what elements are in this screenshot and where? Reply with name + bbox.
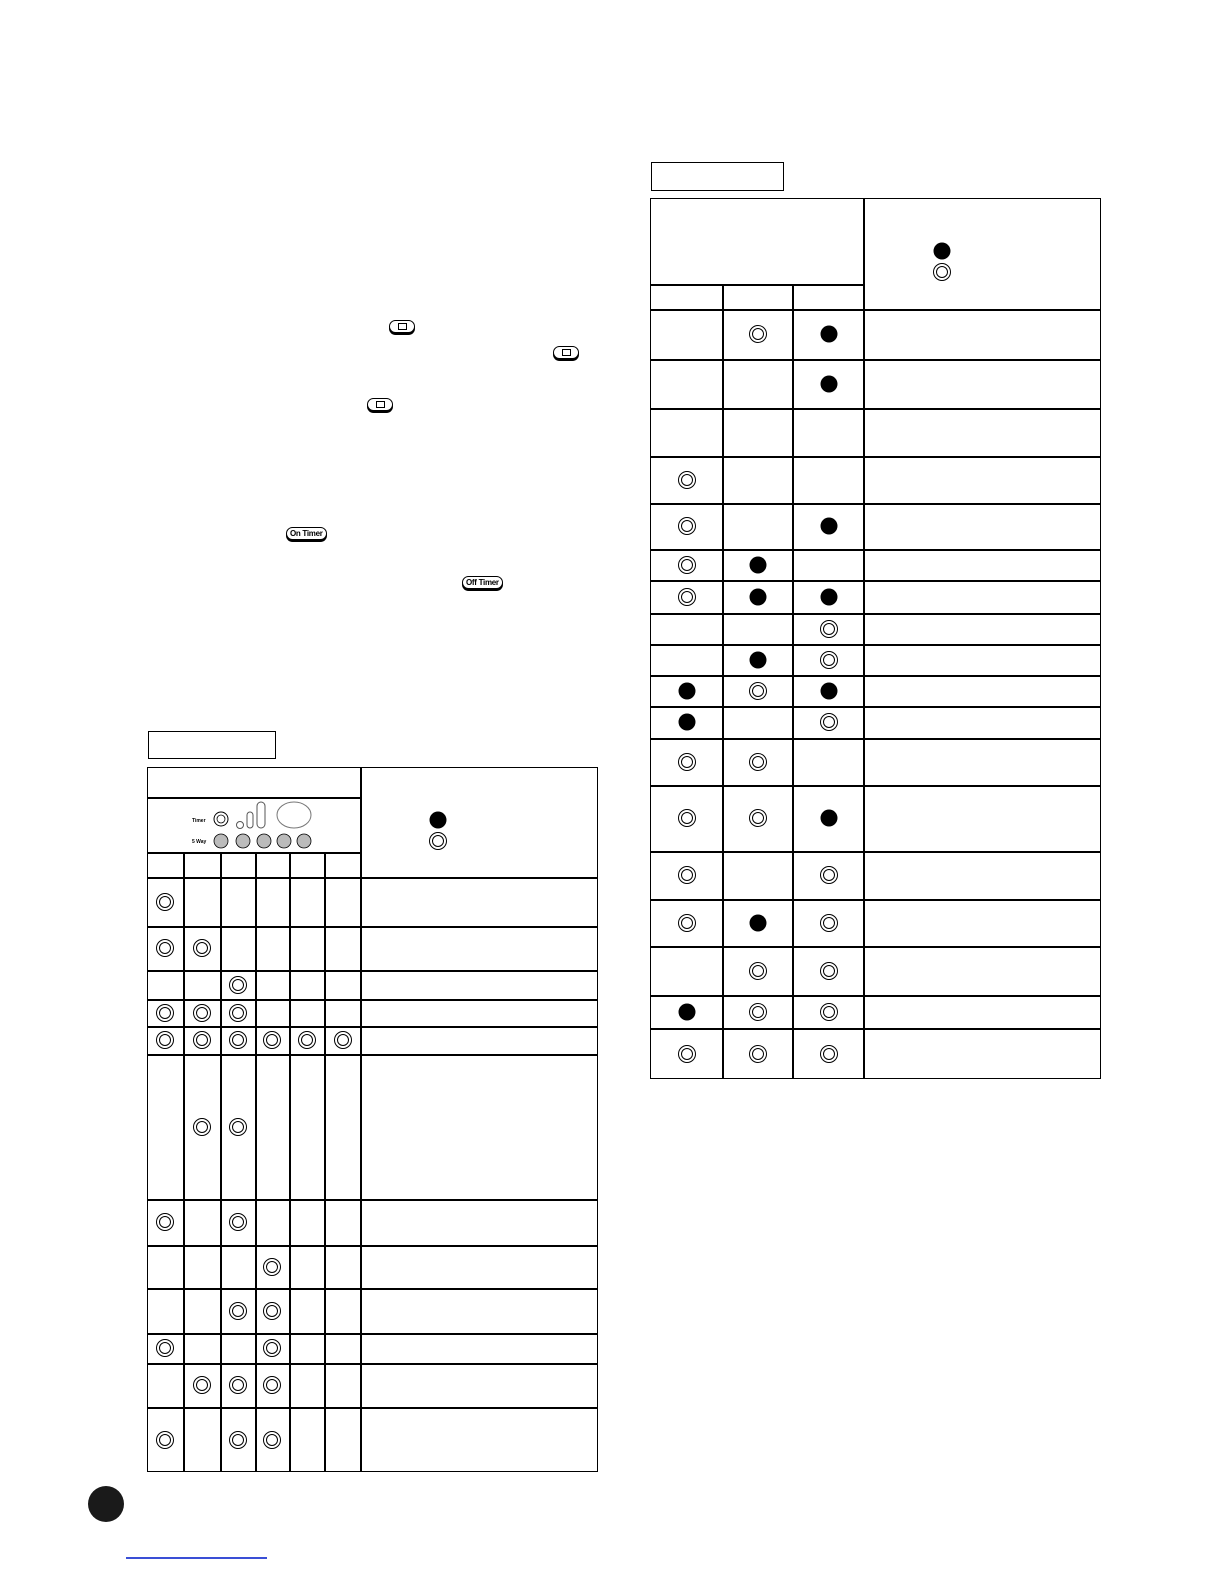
lamp-blink-indicator (156, 1004, 174, 1022)
lamp-on-indicator (821, 810, 838, 827)
lamp-blink-indicator (749, 1045, 767, 1063)
lamp-blink-indicator (820, 914, 838, 932)
lamp-blink-indicator (229, 976, 247, 994)
table-row-divider (147, 1288, 598, 1290)
lamp-blink-indicator (229, 1376, 247, 1394)
lamp-blink-indicator (229, 1031, 247, 1049)
right-table-caption-box (651, 162, 784, 191)
lamp-on-indicator (750, 588, 767, 605)
lamp-blink-indicator (193, 1031, 211, 1049)
table-row-divider (650, 359, 1101, 361)
lamp-blink-indicator (263, 1258, 281, 1276)
left-indicator-table (147, 767, 598, 1472)
legend-on-dot (934, 243, 951, 260)
lamp-blink-indicator (229, 1004, 247, 1022)
table-divider (147, 852, 361, 854)
lamp-blink-indicator (678, 588, 696, 606)
mode-button-icon (553, 346, 579, 359)
lamp-blink-indicator (749, 682, 767, 700)
lamp-blink-indicator (820, 1003, 838, 1021)
lamp-blink-indicator (156, 939, 174, 957)
table-row-divider (147, 970, 598, 972)
lamp-blink-indicator (820, 713, 838, 731)
lamp-on-indicator (821, 682, 838, 699)
lamp-blink-indicator (820, 1045, 838, 1063)
lamp-blink-indicator (749, 962, 767, 980)
lamp-blink-indicator (193, 1004, 211, 1022)
lamp-blink-indicator (229, 1302, 247, 1320)
table-divider (147, 797, 361, 799)
lamp-on-indicator (679, 682, 696, 699)
table-row-divider (650, 995, 1101, 997)
table-row-divider (650, 785, 1101, 787)
table-row-divider (147, 999, 598, 1001)
lamp-blink-indicator (156, 1339, 174, 1357)
table-divider (360, 767, 362, 1472)
lamp-on-indicator (821, 588, 838, 605)
lamp-blink-indicator (820, 651, 838, 669)
lamp-blink-indicator (229, 1213, 247, 1231)
lamp-blink-indicator (749, 809, 767, 827)
table-row-divider (650, 899, 1101, 901)
table-row-divider (147, 877, 598, 879)
lamp-blink-indicator (749, 1003, 767, 1021)
lamp-blink-indicator (193, 1376, 211, 1394)
lamp-blink-indicator (678, 1045, 696, 1063)
lamp-blink-indicator (193, 939, 211, 957)
lamp-blink-indicator (749, 325, 767, 343)
mode-button-icon (367, 398, 393, 411)
table-row-divider (650, 946, 1101, 948)
table-row-divider (147, 1363, 598, 1365)
lamp-blink-indicator (263, 1431, 281, 1449)
lamp-blink-indicator (334, 1031, 352, 1049)
table-row-divider (650, 503, 1101, 505)
table-row-divider (147, 926, 598, 928)
lamp-blink-indicator (263, 1302, 281, 1320)
indoor-unit-display-panel (188, 800, 318, 852)
footer-link-underline (126, 1557, 267, 1559)
lamp-on-indicator (750, 556, 767, 573)
on-timer-button-icon: On Timer (286, 527, 327, 540)
table-row-divider (147, 1199, 598, 1201)
left-table-caption-box (148, 731, 276, 759)
lamp-on-indicator (750, 914, 767, 931)
table-row-divider (147, 1407, 598, 1409)
table-row-divider (650, 549, 1101, 551)
table-row-divider (650, 456, 1101, 458)
legend-blink-ring (933, 263, 951, 281)
lamp-blink-indicator (820, 866, 838, 884)
table-row-divider (147, 1245, 598, 1247)
lamp-blink-indicator (678, 809, 696, 827)
lamp-on-indicator (821, 518, 838, 535)
lamp-blink-indicator (263, 1031, 281, 1049)
lamp-on-indicator (821, 375, 838, 392)
panel-timer-label: Timer (192, 818, 206, 824)
lamp-on-indicator (679, 1003, 696, 1020)
mode-button-icon (389, 320, 415, 333)
lamp-on-indicator (750, 651, 767, 668)
table-row-divider (147, 1026, 598, 1028)
table-row-divider (650, 613, 1101, 615)
table-row-divider (650, 738, 1101, 740)
table-row-divider (650, 675, 1101, 677)
table-row-divider (147, 1054, 598, 1056)
table-row-divider (650, 1028, 1101, 1030)
lamp-blink-indicator (193, 1118, 211, 1136)
lamp-blink-indicator (749, 753, 767, 771)
lamp-blink-indicator (820, 962, 838, 980)
lamp-blink-indicator (298, 1031, 316, 1049)
lamp-blink-indicator (229, 1118, 247, 1136)
legend-on-dot (430, 812, 447, 829)
lamp-blink-indicator (678, 556, 696, 574)
lamp-blink-indicator (678, 866, 696, 884)
table-row-divider (650, 851, 1101, 853)
table-row-divider (650, 408, 1101, 410)
table-divider (650, 284, 864, 286)
lamp-blink-indicator (156, 893, 174, 911)
table-row-divider (650, 706, 1101, 708)
legend-blink-ring (429, 832, 447, 850)
lamp-blink-indicator (678, 753, 696, 771)
lamp-blink-indicator (263, 1376, 281, 1394)
lamp-blink-indicator (678, 914, 696, 932)
lamp-blink-indicator (820, 620, 838, 638)
table-row-divider (650, 309, 1101, 311)
lamp-blink-indicator (156, 1213, 174, 1231)
panel-5way-label: 5 Way (192, 839, 207, 845)
table-row-divider (650, 580, 1101, 582)
lamp-blink-indicator (678, 517, 696, 535)
page-number-badge (88, 1486, 124, 1522)
lamp-on-indicator (821, 326, 838, 343)
lamp-blink-indicator (678, 471, 696, 489)
lamp-blink-indicator (156, 1431, 174, 1449)
table-row-divider (650, 644, 1101, 646)
off-timer-button-icon: Off Timer (462, 576, 503, 589)
lamp-on-indicator (679, 714, 696, 731)
lamp-blink-indicator (263, 1339, 281, 1357)
lamp-blink-indicator (229, 1431, 247, 1449)
lamp-blink-indicator (156, 1031, 174, 1049)
table-row-divider (147, 1333, 598, 1335)
